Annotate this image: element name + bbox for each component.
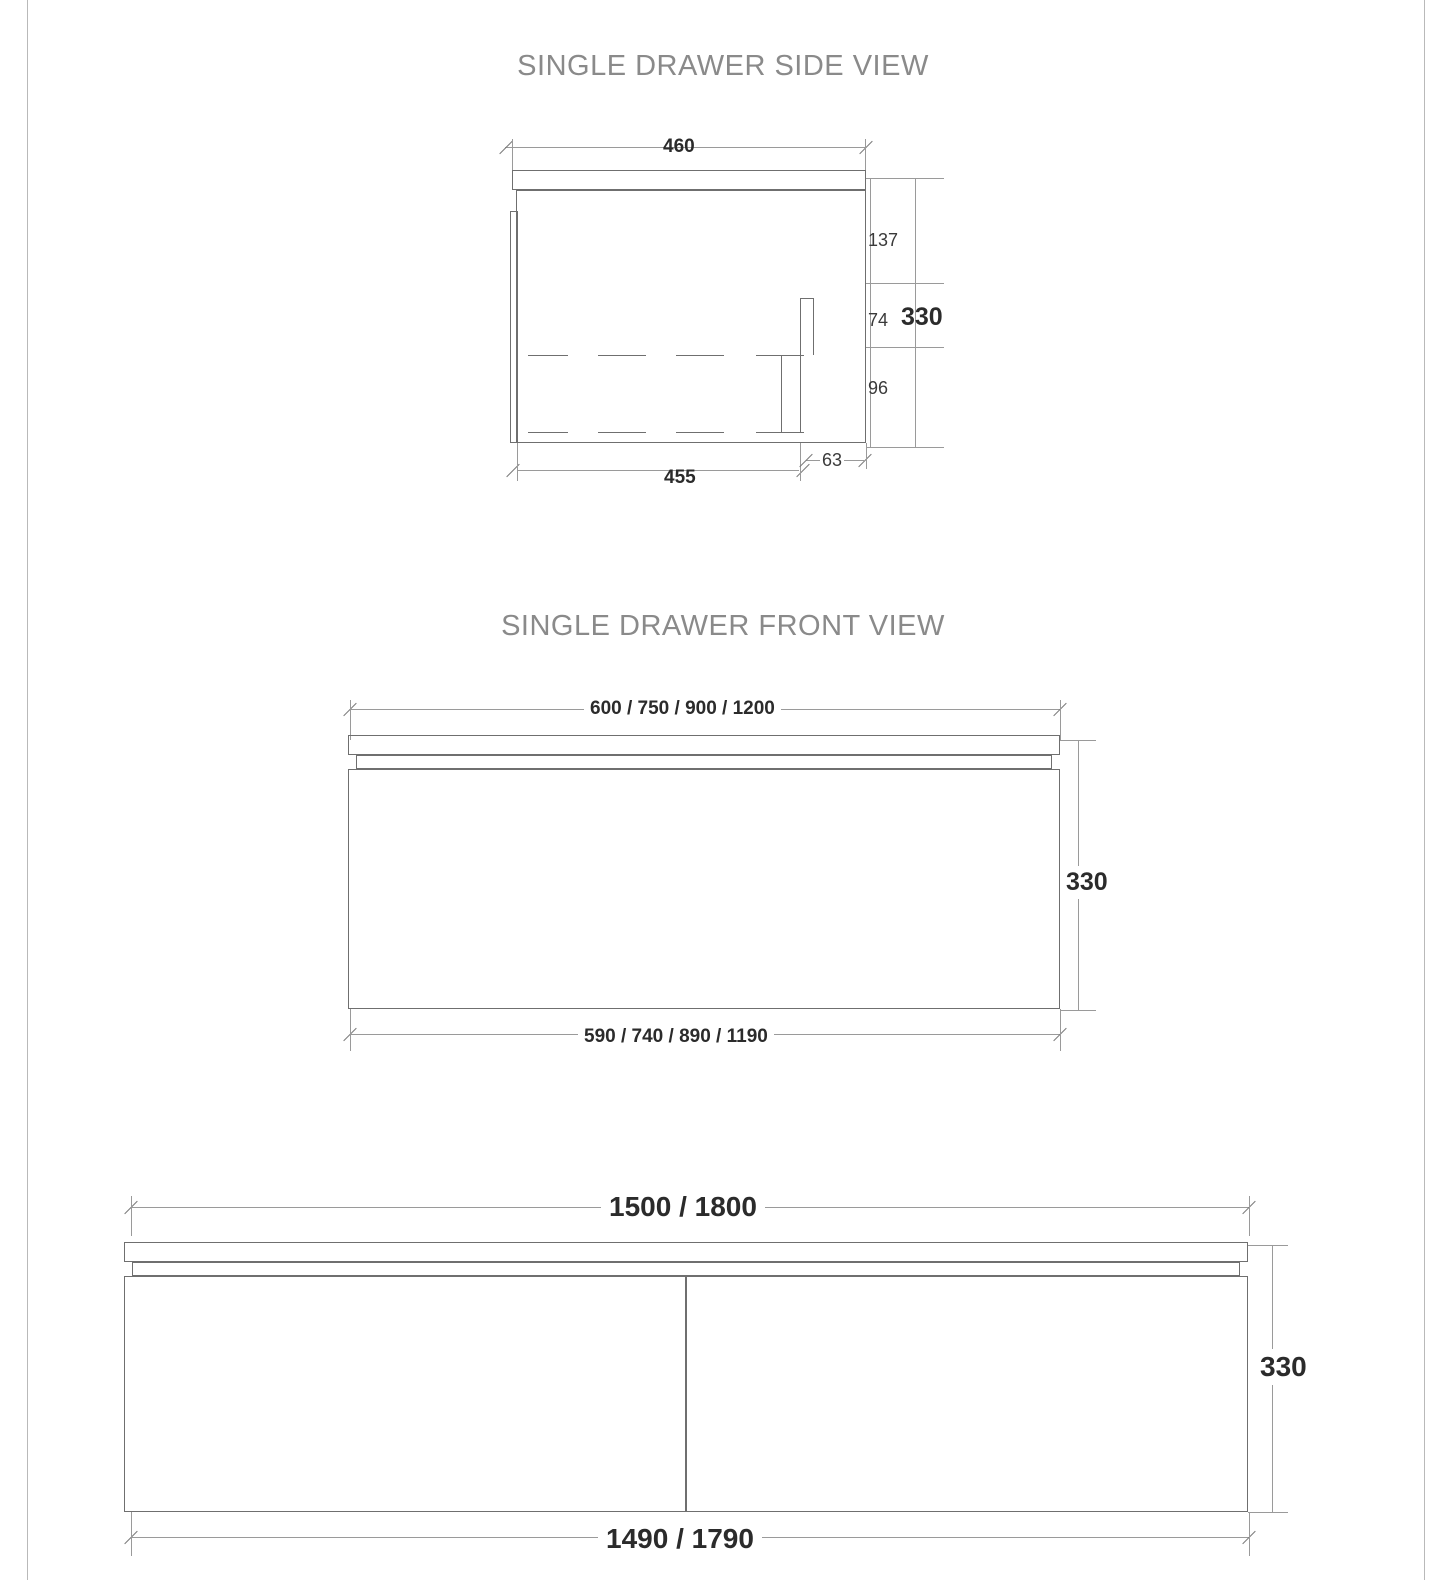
double-drawer-face-right	[686, 1276, 1248, 1512]
side-rear-bracket-outer	[813, 298, 814, 355]
front-countertop	[348, 735, 1060, 755]
front-bottom-ext-left	[350, 1009, 351, 1051]
side-base-line-3	[676, 432, 724, 433]
double-top-ext-right	[1249, 1196, 1250, 1236]
side-drawer-line-3	[676, 355, 724, 356]
side-front-panel-top	[510, 211, 518, 212]
front-bottom-dim-label: 590 / 740 / 890 / 1190	[578, 1026, 774, 1048]
double-drawer-face-left	[124, 1276, 686, 1512]
side-front-panel-edge	[517, 211, 518, 443]
double-bottom-dim-label: 1490 / 1790	[598, 1523, 762, 1555]
side-rear-bracket-top	[800, 298, 814, 299]
side-view-title: SINGLE DRAWER SIDE VIEW	[517, 50, 929, 82]
side-63-ext-right	[866, 443, 867, 469]
double-top-ext-left	[131, 1196, 132, 1236]
side-base-line-2	[598, 432, 646, 433]
front-right-ext-bottom	[1060, 1010, 1096, 1011]
side-dim-330-label: 330	[901, 303, 943, 331]
double-countertop	[124, 1242, 1248, 1262]
double-bottom-ext-left	[131, 1512, 132, 1556]
double-bottom-ext-right	[1249, 1512, 1250, 1556]
side-drawer-line-2	[598, 355, 646, 356]
side-rear-bracket-inner	[800, 298, 801, 433]
front-height-label: 330	[1062, 866, 1112, 899]
front-drawer-face	[348, 769, 1060, 1009]
side-front-panel-outer	[510, 211, 511, 443]
double-height-label: 330	[1256, 1349, 1311, 1385]
sheet-border-left	[27, 0, 28, 1580]
side-right-ext-137	[866, 283, 944, 284]
side-drawer-line-1	[528, 355, 568, 356]
side-rear-bracket-left	[781, 355, 782, 433]
side-drawer-line-4	[756, 355, 804, 356]
side-right-ext-bottom	[866, 447, 944, 448]
front-right-ext-top	[1060, 740, 1096, 741]
side-bottom-dim-label: 455	[664, 467, 696, 488]
side-dim-96-label: 96	[868, 378, 889, 398]
side-countertop	[512, 170, 866, 190]
front-bottom-ext-right	[1060, 1009, 1061, 1051]
side-bottom-dim-line	[517, 470, 799, 471]
side-rear-bracket-base	[781, 432, 801, 433]
side-right-ext-top	[866, 178, 944, 179]
side-right-ext-74	[866, 347, 944, 348]
side-bottom-ext-mid	[800, 443, 801, 481]
front-top-dim-label: 600 / 750 / 900 / 1200	[584, 698, 781, 720]
double-right-ext-bottom	[1248, 1512, 1288, 1513]
side-dim-137-label: 137	[868, 230, 899, 250]
front-top-ext-right	[1060, 700, 1061, 740]
side-dim-74-label: 74	[868, 310, 889, 330]
double-shadow-gap	[132, 1262, 1240, 1276]
front-view-title: SINGLE DRAWER FRONT VIEW	[501, 610, 945, 642]
side-top-dim-label: 460	[663, 136, 695, 157]
side-base-line-1	[528, 432, 568, 433]
front-top-ext-left	[350, 700, 351, 740]
side-63-label: 63	[822, 450, 843, 470]
sheet-border-right	[1424, 0, 1425, 1580]
double-right-ext-top	[1248, 1245, 1288, 1246]
front-shadow-gap	[356, 755, 1052, 769]
side-bottom-ext-left	[517, 443, 518, 481]
double-top-dim-label: 1500 / 1800	[601, 1191, 765, 1223]
